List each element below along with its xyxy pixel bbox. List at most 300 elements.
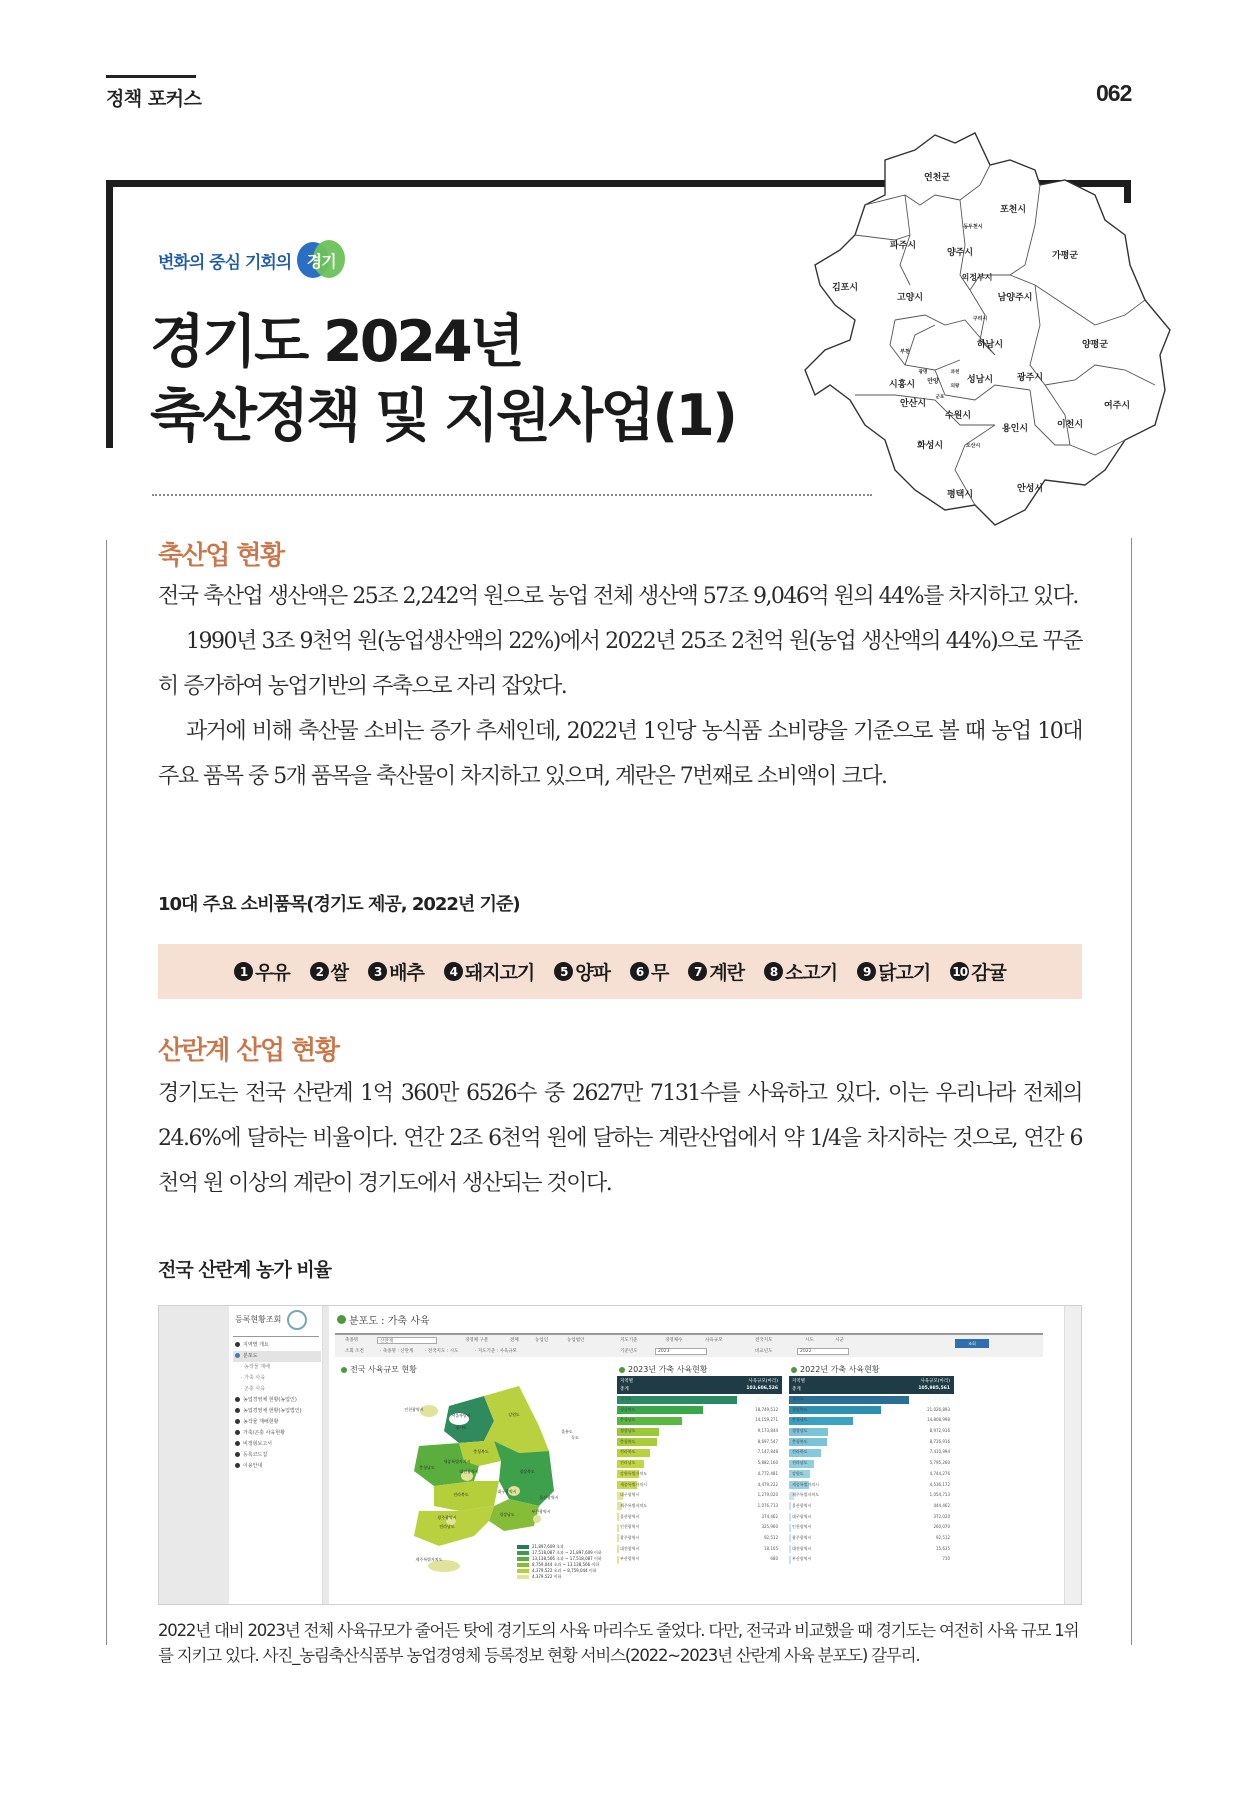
region-name: 대전광역시 bbox=[620, 1545, 640, 1551]
sidebar-menu-label: · 농작물 재배 bbox=[241, 1364, 270, 1370]
table-header-total-label: 총계 bbox=[620, 1387, 629, 1392]
table-title-text: 2023년 가축 사육현황 bbox=[628, 1365, 708, 1374]
sidebar-menu-label: 가축/곤충 사육현황 bbox=[243, 1430, 285, 1436]
region-name: 충청남도 bbox=[792, 1417, 808, 1423]
map-label: 동두천시 bbox=[963, 224, 983, 230]
table-row bbox=[617, 1480, 782, 1491]
region-name: 경상남도 bbox=[620, 1428, 636, 1434]
sidebar-menu-item[interactable] bbox=[233, 1406, 321, 1417]
bar bbox=[789, 1524, 791, 1532]
sidebar-menu-item[interactable] bbox=[233, 1461, 321, 1472]
paragraph: 경기도는 전국 산란계 1억 360만 6526수 중 2627만 7131수를 사육하고 있다. 이는 우리나라 전체의 24.6%에 달하는 비율이다. 연간 2조 6천억 원에 달하는 계란산업에서 약 1/4을 차지하는 것으로, 연간 6천억 원 이상의 계란이 경기도에서 생산되는 것이다. bbox=[158, 1081, 1082, 1196]
map-section-title-text: 전국 사육규모 현황 bbox=[350, 1365, 417, 1374]
number-badge-icon: 9 bbox=[857, 962, 876, 981]
filter-label: 조회 조건 bbox=[345, 1349, 364, 1354]
top10-item bbox=[630, 958, 668, 985]
region-name: 세종특별자치시 bbox=[792, 1481, 820, 1487]
table-row bbox=[617, 1554, 782, 1565]
dotted-divider bbox=[152, 494, 872, 496]
top10-item-label: 우유 bbox=[255, 962, 290, 984]
region-name: 강원특별자치도 bbox=[620, 1470, 648, 1476]
sidebar-menu-item[interactable] bbox=[233, 1395, 321, 1406]
bar bbox=[789, 1556, 791, 1564]
map-label: 대구광역시 bbox=[497, 1489, 517, 1494]
bar bbox=[617, 1556, 619, 1564]
title-line-1: 경기도 2024년 bbox=[150, 309, 522, 375]
gyeonggi-province-map bbox=[795, 125, 1175, 535]
bullet-icon bbox=[791, 1367, 797, 1373]
region-name: 부산광역시 bbox=[792, 1556, 812, 1562]
screenshot-page-title bbox=[337, 1312, 430, 1327]
sidebar-menu-item[interactable] bbox=[233, 1384, 321, 1395]
region-name: 경기도 bbox=[792, 1396, 804, 1401]
region-value: 372,020 bbox=[933, 1513, 950, 1519]
table-row bbox=[789, 1415, 954, 1426]
region-value: 7,147,848 bbox=[757, 1449, 778, 1455]
legend-label: 4,379,522 초과 ~ 8,759,044 이하 bbox=[532, 1568, 597, 1573]
number-badge-icon: 7 bbox=[688, 962, 707, 981]
legend-label: 21,897,609 초과 bbox=[532, 1544, 564, 1549]
table-row bbox=[789, 1501, 954, 1512]
map-label: 광명 bbox=[918, 370, 928, 375]
radio-option[interactable]: 사육규모 bbox=[705, 1338, 723, 1343]
filter-condition: · 전국지도 : 시도 bbox=[425, 1349, 459, 1354]
table-header bbox=[617, 1376, 782, 1394]
sidebar-menu-label: 농작물 재배현황 bbox=[243, 1419, 279, 1425]
table-row bbox=[617, 1533, 782, 1544]
region-value: 15,635 bbox=[936, 1545, 950, 1551]
filter-row-1 bbox=[335, 1335, 1043, 1346]
number-badge-icon: 8 bbox=[764, 962, 783, 981]
map-label: 화성시 bbox=[916, 441, 944, 451]
region-value: 27,574,612 bbox=[927, 1396, 950, 1401]
map-label: 부천 bbox=[900, 349, 910, 355]
map-legend bbox=[517, 1544, 602, 1580]
top10-item bbox=[234, 958, 290, 985]
map-label: 하남시 bbox=[976, 340, 1004, 350]
region-name: 인천광역시 bbox=[792, 1524, 812, 1530]
region-name: 울산광역시 bbox=[792, 1502, 812, 1508]
table-header-col1: 지역별 bbox=[620, 1379, 634, 1384]
region-value: 374,462 bbox=[761, 1513, 778, 1519]
bar bbox=[617, 1545, 619, 1553]
map-label: 울산광역시 bbox=[539, 1495, 559, 1500]
bullet-icon bbox=[235, 1452, 240, 1457]
filter-label: 전국지도 bbox=[755, 1338, 773, 1343]
map-label: 이천시 bbox=[1056, 420, 1084, 430]
filter-condition: · 지도기준 : 사육규모 bbox=[475, 1349, 518, 1354]
table-row bbox=[789, 1480, 954, 1491]
region-name: 경상남도 bbox=[792, 1428, 808, 1434]
filter-label: 기준년도 bbox=[620, 1349, 638, 1354]
table-2022 bbox=[789, 1376, 954, 1565]
table-header-total-label: 총계 bbox=[792, 1387, 801, 1392]
radio-option[interactable]: 농업법인 bbox=[567, 1338, 585, 1343]
slogan-text: 변화의 중심 기회의 bbox=[158, 252, 292, 273]
region-name: 전라남도 bbox=[620, 1460, 636, 1466]
map-label: 고양시 bbox=[896, 293, 924, 303]
table-header-col1: 지역별 bbox=[792, 1379, 806, 1384]
map-label: 가평군 bbox=[1051, 251, 1079, 261]
table-row bbox=[789, 1394, 954, 1405]
sidebar-menu-item[interactable] bbox=[233, 1340, 321, 1351]
table-row bbox=[617, 1426, 782, 1437]
bar bbox=[789, 1534, 791, 1542]
screenshot-main bbox=[329, 1306, 1064, 1605]
radio-option[interactable]: 시군 bbox=[835, 1338, 844, 1343]
region-value: 26,277,131 bbox=[755, 1396, 778, 1401]
map-label: 인천광역시 bbox=[404, 1407, 424, 1412]
sidebar-menu-label: 이용안내 bbox=[243, 1463, 263, 1469]
number-badge-icon: 3 bbox=[368, 962, 387, 981]
top10-item bbox=[764, 958, 837, 985]
section-heading-livestock: 축산업 현황 bbox=[158, 541, 284, 571]
sidebar-menu-item[interactable] bbox=[233, 1439, 321, 1450]
number-badge-icon: 5 bbox=[554, 962, 573, 981]
top10-item bbox=[688, 958, 744, 985]
region-name: 제주특별자치도 bbox=[792, 1492, 820, 1498]
magnifier-icon bbox=[287, 1310, 307, 1330]
radio-option[interactable]: 경영체수 bbox=[665, 1338, 683, 1343]
top10-item-label: 닭고기 bbox=[878, 962, 931, 984]
sidebar-title: 등록현황조회 bbox=[235, 1315, 282, 1324]
map-label: 강원도 bbox=[508, 1412, 520, 1417]
region-value: 325,960 bbox=[761, 1524, 778, 1530]
table-row bbox=[789, 1426, 954, 1437]
species-select[interactable] bbox=[377, 1337, 437, 1344]
map-label: 전라남도 bbox=[439, 1524, 455, 1529]
map-label: 성남시 bbox=[966, 375, 994, 385]
bullet-icon bbox=[235, 1463, 240, 1468]
map-section-title bbox=[341, 1364, 417, 1375]
number-badge-icon: 1 bbox=[234, 962, 253, 981]
map-label: 김포시 bbox=[831, 283, 859, 293]
region-name: 충청북도 bbox=[620, 1438, 636, 1444]
region-name: 전라북도 bbox=[792, 1449, 808, 1455]
legend-swatch bbox=[517, 1569, 529, 1573]
number-badge-icon: 2 bbox=[310, 962, 329, 981]
bullet-icon bbox=[235, 1353, 240, 1358]
map-label: 광주시 bbox=[1016, 373, 1044, 383]
region-name: 세종특별자치시 bbox=[620, 1481, 648, 1487]
sidebar-menu bbox=[233, 1340, 321, 1472]
map-label: 수원시 bbox=[944, 411, 972, 421]
legend-label: 17,518,087 초과 ~ 21,897,609 이하 bbox=[532, 1550, 602, 1555]
gyeonggi-slogan bbox=[158, 240, 345, 280]
filter-label: 비교년도 bbox=[755, 1349, 773, 1354]
map-label: 경상남도 bbox=[499, 1512, 515, 1517]
table-header-col2: 사육규모(마리) bbox=[748, 1379, 778, 1384]
legend-swatch bbox=[517, 1545, 529, 1549]
region-value: 92,512 bbox=[764, 1534, 778, 1540]
top10-title: 10대 주요 소비품목(경기도 제공, 2022년 기준) bbox=[158, 894, 520, 915]
map-label: 독도 bbox=[571, 1435, 579, 1440]
table-row bbox=[789, 1458, 954, 1469]
map-label: 전라북도 bbox=[453, 1492, 469, 1497]
map-label: 용인시 bbox=[1001, 424, 1029, 434]
radio-option[interactable]: 시도 bbox=[805, 1338, 814, 1343]
region-value: 14,808,998 bbox=[927, 1417, 950, 1423]
region-name: 대전광역시 bbox=[792, 1545, 812, 1551]
legend-swatch bbox=[517, 1575, 529, 1579]
map-label: 안산시 bbox=[899, 399, 927, 409]
map-label: 파주시 bbox=[889, 241, 917, 251]
region-name: 인천광역시 bbox=[620, 1524, 640, 1530]
top10-item bbox=[310, 958, 348, 985]
top10-item-label: 무 bbox=[651, 962, 669, 984]
screenshot-sidebar bbox=[229, 1306, 323, 1605]
map-label: 여주시 bbox=[1103, 401, 1131, 411]
bar bbox=[617, 1524, 619, 1532]
table-row bbox=[789, 1522, 954, 1533]
top10-item-label: 양파 bbox=[575, 962, 610, 984]
region-name: 전라남도 bbox=[792, 1460, 808, 1466]
region-name: 경상북도 bbox=[620, 1406, 636, 1412]
region-value: 92,512 bbox=[936, 1534, 950, 1540]
base-year-select[interactable] bbox=[655, 1348, 707, 1355]
search-button[interactable]: 조회 bbox=[955, 1339, 989, 1348]
top10-item bbox=[950, 958, 1006, 985]
table-row bbox=[617, 1394, 782, 1405]
bar bbox=[617, 1396, 737, 1404]
table-row bbox=[789, 1533, 954, 1544]
region-value: 9,173,844 bbox=[757, 1428, 778, 1434]
bullet-icon bbox=[235, 1342, 240, 1347]
region-value: 18,749,512 bbox=[755, 1406, 778, 1412]
legend-swatch bbox=[517, 1563, 529, 1567]
figure-title: 전국 산란계 농가 비율 bbox=[158, 1259, 332, 1281]
radio-option[interactable]: 농업인 bbox=[535, 1338, 549, 1343]
region-value: 444,462 bbox=[933, 1502, 950, 1508]
sidebar-menu-label: 농업경영체 현황(농업법인) bbox=[243, 1408, 302, 1414]
table-row bbox=[789, 1447, 954, 1458]
table-row bbox=[617, 1522, 782, 1533]
map-label: 광주광역시 bbox=[437, 1515, 457, 1520]
right-margin-rule bbox=[1131, 538, 1132, 1645]
region-value: 260,070 bbox=[933, 1524, 950, 1530]
sidebar-divider bbox=[233, 1336, 319, 1337]
number-badge-icon: 6 bbox=[630, 962, 649, 981]
bar bbox=[617, 1534, 619, 1542]
region-name: 광주광역시 bbox=[792, 1534, 812, 1540]
compare-year-value: 2022 bbox=[800, 1349, 812, 1354]
map-label: 양평군 bbox=[1081, 340, 1109, 350]
region-value: 1,054,713 bbox=[929, 1492, 950, 1498]
map-label: 제주특별자치도 bbox=[415, 1557, 443, 1562]
map-label: 충청남도 bbox=[419, 1465, 435, 1470]
map-label: 경기도 bbox=[455, 1425, 467, 1430]
legend-label: 8,759,044 초과 ~ 13,138,566 이하 bbox=[532, 1562, 600, 1567]
region-value: 4,536,172 bbox=[929, 1481, 950, 1487]
bar bbox=[789, 1513, 791, 1521]
table-header-total-value: 105,985,561 bbox=[918, 1386, 950, 1391]
region-value: 5,882,160 bbox=[757, 1460, 778, 1466]
section-label: 정책 포커스 bbox=[106, 88, 202, 110]
map-label: 평택시 bbox=[946, 490, 974, 500]
region-value: 21,026,893 bbox=[927, 1406, 950, 1412]
region-name: 전라북도 bbox=[620, 1449, 636, 1455]
filter-condition: · 축종명 : 산란계 bbox=[380, 1349, 414, 1354]
bullet-icon bbox=[337, 1315, 346, 1324]
bullet-icon bbox=[235, 1397, 240, 1402]
table-row bbox=[789, 1469, 954, 1480]
bullet-icon bbox=[619, 1367, 625, 1373]
region-name: 경상북도 bbox=[792, 1406, 808, 1412]
map-label: 안양 bbox=[927, 378, 939, 385]
top10-item-label: 배추 bbox=[389, 962, 424, 984]
filter-row-2 bbox=[335, 1346, 1043, 1357]
gyeonggi-logo bbox=[297, 240, 345, 280]
top10-item bbox=[554, 958, 610, 985]
table-row bbox=[617, 1512, 782, 1523]
map-label: 의왕 bbox=[950, 384, 960, 389]
sidebar-menu-item[interactable] bbox=[233, 1351, 321, 1362]
sidebar-menu-label: 분포도 bbox=[243, 1353, 258, 1359]
region-value: 4,772,481 bbox=[757, 1470, 778, 1476]
figure-caption: 2022년 대비 2023년 전체 사육규모가 줄어든 탓에 경기도의 사육 마리수도 줄었다. 다만, 전국과 비교했을 때 경기도는 여전히 사육 규모 1위를 지키고 있다. 사진_농림축산식품부 농업경영체 등록정보 현황 서비스(2022~2023년 산란계 사육 분포도) 갈무리. bbox=[158, 1621, 1079, 1665]
region-name: 경기도 bbox=[620, 1396, 632, 1401]
region-value: 1,076,713 bbox=[757, 1502, 778, 1508]
legend-swatch bbox=[517, 1551, 529, 1555]
table-row bbox=[617, 1544, 782, 1555]
region-name: 제주특별자치도 bbox=[620, 1502, 648, 1508]
radio-option[interactable]: 전체 bbox=[510, 1338, 519, 1343]
region-value: 710 bbox=[942, 1556, 950, 1562]
map-label: 시흥시 bbox=[888, 380, 916, 390]
map-label: 충청북도 bbox=[473, 1449, 489, 1454]
region-value: 1,279,020 bbox=[757, 1492, 778, 1498]
compare-year-select[interactable] bbox=[797, 1348, 849, 1355]
paragraph: 전국 축산업 생산액은 25조 2,242억 원으로 농업 전체 생산액 57조 9,046억 원의 44%를 차지하고 있다. bbox=[158, 584, 1078, 609]
table-row bbox=[789, 1512, 954, 1523]
sidebar-menu-label: 비정형보고서 bbox=[243, 1441, 272, 1447]
sidebar-menu-label: · 가축 사육 bbox=[241, 1375, 266, 1381]
species-select-value: 산란계 bbox=[380, 1339, 394, 1344]
top10-item-label: 소고기 bbox=[785, 962, 838, 984]
title-frame-left bbox=[106, 180, 113, 448]
map-label: 구리시 bbox=[972, 316, 988, 322]
filter-label: 지도기준 bbox=[620, 1338, 638, 1343]
table-row bbox=[789, 1437, 954, 1448]
bar bbox=[789, 1502, 791, 1510]
section-heading-egg: 산란계 산업 현황 bbox=[158, 1036, 339, 1066]
top10-item bbox=[857, 958, 930, 985]
table-row bbox=[617, 1458, 782, 1469]
bar bbox=[617, 1513, 619, 1521]
table-2022-title bbox=[791, 1364, 880, 1375]
sidebar-menu-label: 농업경영체 현황(농업인) bbox=[243, 1397, 297, 1403]
region-name: 대구광역시 bbox=[620, 1492, 640, 1498]
table-title-text: 2022년 가축 사육현황 bbox=[800, 1365, 880, 1374]
header-rule bbox=[106, 75, 196, 78]
legend-label: 13,138,566 초과 ~ 17,518,087 이하 bbox=[532, 1556, 602, 1561]
legend-entry bbox=[517, 1574, 602, 1580]
table-row bbox=[617, 1415, 782, 1426]
region-name: 대구광역시 bbox=[792, 1513, 812, 1519]
sidebar-menu-item[interactable] bbox=[233, 1417, 321, 1428]
region-value: 14,159,271 bbox=[755, 1417, 778, 1423]
table-row bbox=[617, 1469, 782, 1480]
region-name: 울산광역시 bbox=[620, 1513, 640, 1519]
filter-panel bbox=[335, 1333, 1043, 1357]
sidebar-menu-item[interactable] bbox=[233, 1428, 321, 1439]
table-header-col2: 사육규모(마리) bbox=[920, 1379, 950, 1384]
number-badge-icon: 4 bbox=[444, 962, 463, 981]
bullet-icon bbox=[235, 1430, 240, 1435]
region-value: 4,479,222 bbox=[757, 1481, 778, 1487]
top10-item bbox=[444, 958, 534, 985]
map-label: 포천시 bbox=[999, 205, 1027, 215]
region-value: 8,972,916 bbox=[929, 1428, 950, 1434]
top10-item bbox=[368, 958, 424, 985]
map-label: 대전광역시 bbox=[459, 1469, 479, 1474]
sidebar-menu-item[interactable] bbox=[233, 1450, 321, 1461]
table-row bbox=[789, 1405, 954, 1416]
map-label: 안성시 bbox=[1016, 484, 1044, 494]
page-number: 062 bbox=[1096, 80, 1132, 106]
map-label: 경상북도 bbox=[519, 1469, 535, 1474]
table-row bbox=[617, 1501, 782, 1512]
table-row bbox=[617, 1490, 782, 1501]
region-value: 5,795,260 bbox=[929, 1460, 950, 1466]
base-year-value: 2023 bbox=[658, 1349, 670, 1354]
sidebar-menu-label: 등록코드집 bbox=[243, 1452, 268, 1458]
sidebar-menu-item[interactable] bbox=[233, 1373, 321, 1384]
table-row bbox=[789, 1490, 954, 1501]
region-busan bbox=[533, 1515, 541, 1523]
title-line-2: 축산정책 및 지원사업(1) bbox=[150, 383, 736, 449]
bullet-icon bbox=[235, 1408, 240, 1413]
screenshot-scrollbar[interactable] bbox=[1064, 1306, 1082, 1605]
sidebar-menu-label: · 곤충 사육 bbox=[241, 1386, 266, 1392]
map-label: 울릉도 bbox=[561, 1429, 573, 1434]
table-row bbox=[789, 1544, 954, 1555]
table-row bbox=[617, 1437, 782, 1448]
logo-text: 경기 bbox=[306, 251, 336, 271]
top10-item-label: 쌀 bbox=[330, 962, 349, 984]
top10-item-label: 계란 bbox=[709, 962, 745, 984]
map-label: 의정부시 bbox=[961, 273, 993, 282]
map-label: 군포 bbox=[935, 395, 945, 400]
top10-list bbox=[158, 944, 1082, 999]
bar bbox=[789, 1396, 909, 1404]
bar bbox=[789, 1545, 791, 1553]
region-value: 4,744,276 bbox=[929, 1470, 950, 1476]
sidebar-menu-label: 지역별 개요 bbox=[243, 1342, 269, 1348]
region-name: 충청북도 bbox=[792, 1438, 808, 1444]
table-row bbox=[617, 1405, 782, 1416]
region-value: 680 bbox=[770, 1556, 778, 1562]
map-label: 오산시 bbox=[965, 443, 981, 449]
number-badge-icon: 10 bbox=[950, 962, 969, 981]
map-label: 서울특별시 bbox=[451, 1413, 471, 1418]
legend-swatch bbox=[517, 1557, 529, 1561]
left-margin-rule bbox=[106, 540, 107, 1645]
table-header bbox=[789, 1376, 954, 1394]
region-name: 충청남도 bbox=[620, 1417, 636, 1423]
sidebar-menu-item[interactable] bbox=[233, 1362, 321, 1373]
top10-item-label: 감귤 bbox=[971, 962, 1006, 984]
map-label: 연천군 bbox=[923, 173, 951, 183]
paragraph: 과거에 비해 축산물 소비는 증가 추세인데, 2022년 1인당 농식품 소비량을 기준으로 볼 때 농업 10대 주요 품목 중 5개 품목을 축산물이 차지하고 있으며, 계란은 7번째로 소비액이 크다. bbox=[158, 719, 1082, 789]
region-value: 18,165 bbox=[764, 1545, 778, 1551]
table-row bbox=[789, 1554, 954, 1565]
table-row bbox=[617, 1447, 782, 1458]
bullet-icon bbox=[235, 1419, 240, 1424]
map-label: 세종특별자치시 bbox=[443, 1459, 471, 1464]
screenshot-page-title-text: 분포도 : 가축 사육 bbox=[349, 1316, 430, 1327]
region-name: 강원도 bbox=[792, 1470, 804, 1476]
